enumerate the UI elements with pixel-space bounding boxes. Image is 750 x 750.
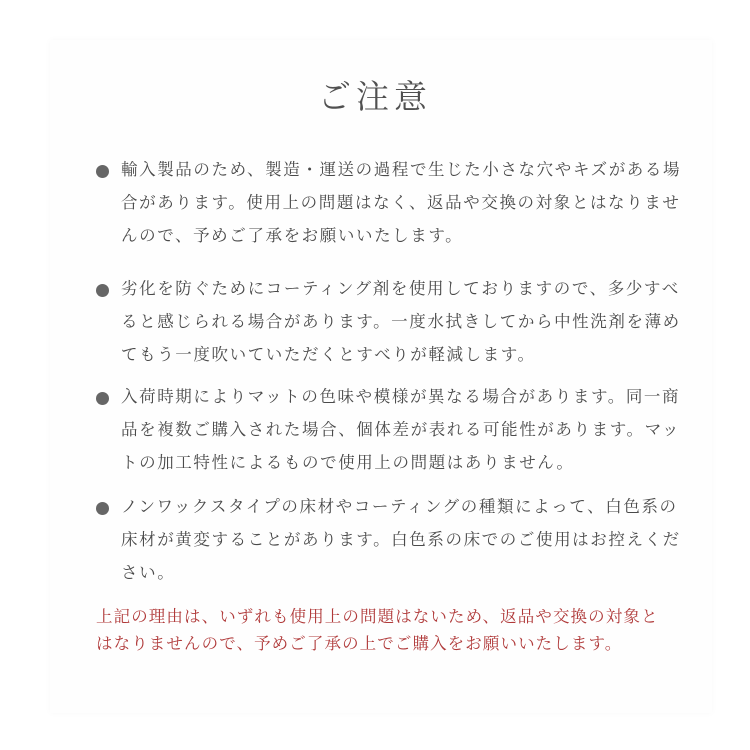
notice-item-text: 劣化を防ぐためにコーティング剤を使用しておりますので、多少すべると感じられる場合があります。一度水拭きしてから中性洗剤を薄めてもう一度吹いていただくとすべりが軽減します。: [121, 279, 681, 364]
closing-note: 上記の理由は、いずれも使用上の問題はないため、返品や交換の対象とはなりませんので、予めご了承の上でご購入をお願いいたします。: [96, 607, 659, 653]
bullet-icon: [96, 284, 109, 297]
page-title: ご注意: [318, 77, 432, 116]
bullet-icon: [96, 165, 109, 178]
notice-item-text: ノンワックスタイプの床材やコーティングの種類によって、白色系の床材が黄変することがあります。白色系の床でのご使用はお控えください。: [121, 497, 681, 582]
bullet-icon: [96, 392, 109, 405]
notice-item-text: 輸入製品のため、製造・運送の過程で生じた小さな穴やキズがある場合があります。使用上の問題はなく、返品や交換の対象とはなりませんので、予めご了承をお願いいたします。: [121, 160, 682, 245]
notice-item-text: 入荷時期によりマットの色味や模様が異なる場合があります。同一商品を複数ご購入された場合、個体差が表れる可能性があります。マットの加工特性によるもので使用上の問題はありません。: [121, 387, 681, 472]
bullet-icon: [96, 502, 109, 515]
